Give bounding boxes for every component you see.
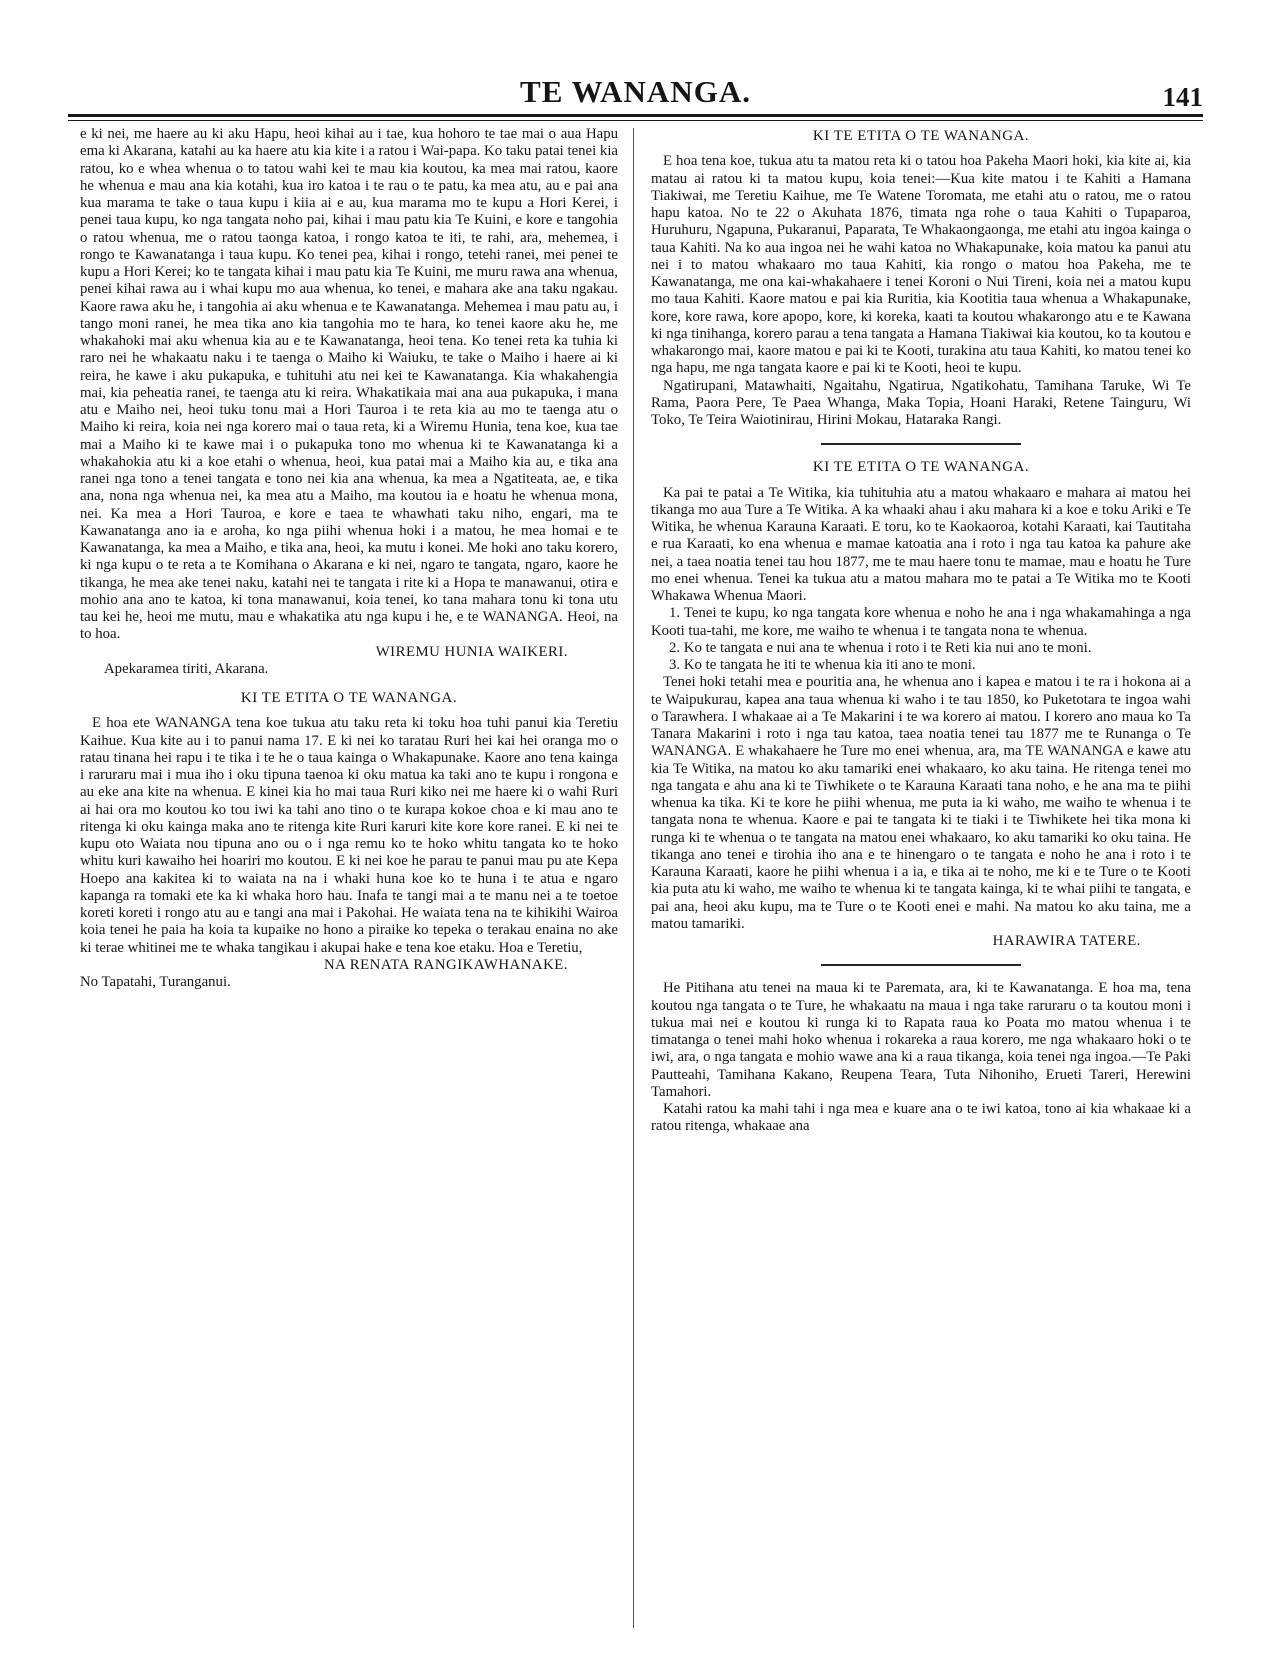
left-column (80, 126, 618, 1666)
letter-body: Tenei hoki tetahi mea e pouritia ana, he whenua ano i kapea e matou i te ra i hokona ai a te Waipukurau, kapea ana taua whenua ki waho i te tau 1850, ko Puketotara te ingoa wahi o Tarawhera. I whakaae ai a Te Makarini i te wa korero ai matou. I korero ano maua ko Ta Tanara Makarini i roto i nga tau katoa, taea noatia tenei tau 1877 me te Runanga o Te WANANGA. E whakahaere he Ture mo enei whenua, ara, ma TE WANANGA e kawe atu kia Te Witika, na matou ko aku tamariki enei whakaaro, ko aku taina. He ritenga tenei mo nga tangata e ahu ana ki te Tiwhikete o te Karauna Karaati tana noho, e he ana ma te piihi whenua ka tika. Ki te kore he piihi whenua, me puta ia ki waho, me waiho te whenua i te tangata nona te whenua. Kaore e pai te tangata ki te tiaki i te Tiwhikete hei tika mona ki runga ki te whenua o te tangata na matou enei whakaaro, ko aku tamariki ko oku taina. He tikanga ano tenei e tirohia iho ana e te hinengaro o te tangata e noho he ana i roto i te Karauna Karaati, kaore he piihi whenua i a ia, e tika ai te noho, me ki e te Ture o te Kooti kia puta atu ki waho, me waiho te whenua ki te tangata kainga, ki te whai piihi te tangata, e pai ana, heoi aku kupu, ma te Ture o te Kooti enei e mahi. Na matou ko aku taina, me a matou tamariki. (651, 674, 1191, 932)
letter-body: E hoa ete WANANGA tena koe tukua atu taku reta ki toku hoa tuhi panui kia Teretiu Kaihue. Kua kite au i to panui nama 17. E ki nei ko taratau Ruri hei kai hei oranga mo o ratau tinana hei rapu i te tika i te he o taua kainga o Whakapunake. Kaore ano tena kainga i raruraru mai i mua iho i oku tipuna taenoa ki oku matua ka taki ano te kupu i rongona e au eke ana kite na whenua. E kinei kia ho mai taua Ruri kiko nei me haere ki o wahi Ruri ai hai ora mo koutou ko tou iwi ka tahi ano tino o te kurapa kokoe choa e ki mau ano te ritenga ki oku kainga maka ano te ritenga kite Ruri karuri kite kore kore ranei. E ki nei te kupu oto Waiata nou tipuna ano ou o i nga remu ko te hoko whitu tangata ko te hoko whitu kuri kawaiho hei hoariri mo koutou. E ki nei koe he parau te panui mau pu ate Kepa Hoepo ana kakitea ki to waiata na na i whaki huna koe ko te huna i te atua e ngaro kapanga ra tomaki ete ka ki whaka horo hau. Inafa te tangi mai a te manu nei a te toetoe koreti koreti i rongo atu au e tangi ana mai i Pakohai. He waiata tena na te kihikihi Wairoa koia tenei he paia ha koia ta kupaike no hono a piraike ko tepeka o terakau enaina no ake ki terae whitinei me te whaka tangikau i akupai hake e tena koe etaku. Hoa e Teretiu, (80, 715, 618, 956)
petition-body: He Pitihana atu tenei na maua ki te Paremata, ara, ki te Kawanatanga. E hoa ma, tena koutou nga tangata o te Ture, he whakaatu na maua i nga take raruraru o ta koutou moni i tukua mai nei e koutou ki runga ki to Rapata raua ko Poata mo matou whenua i te timatanga o tenei mahi hoko whenua i rokareka a raua korero, me nga whakaaro hoki o te iwi, ara, o nga tangata e mohio wawe ana ki a raua tikanga, koia tenei nga ingoa.—Te Paki Pautteahi, Tamihana Kakano, Reupena Teara, Tuta Nihoniho, Erueti Tareri, Herewini Tamahori. (651, 980, 1191, 1100)
section-heading: KI TE ETITA O TE WANANGA. (812, 459, 1030, 476)
letter-body: E hoa tena koe, tukua atu ta matou reta ki o tatou hoa Pakeha Maori hoki, kia kite ai, kia matau ai ratou ki ta matou kupu, koia tenei:—Kua kite matou i te Kahiti a Hamana Tiakiwai, me Teretiu Kaihue, me Te Watene Toromata, me etahi atu o ratou, me o ratou hapu katoa. No te 22 o Akuhata 1876, timata nga rohe o taua Kahiti o Tupaparoa, Huruhuru, Ngapuna, Pukaranui, Paparata, Te Whakaongaonga, me etahi atu ingoa kainga o taua Kahiti. Na ko aua ingoa nei he wahi katoa no Whakapunake, koia matou ka panui atu nei i to matou whakaaro mo taua Kahiti, kia rongo o matou hoa Pakeha, me te Kawanatanga, me ona kai-whakahaere i tenei Koroni o Nui Tireni, koia nei a matou kupu mo taua Kahiti. Kaore matou e pai kia Ruritia, kia Kootitia taua whenua a Whakapunake, kore, kore rawa, kore apopo, kore, ki koreka, kaati ta koutou whakarongo atu e te Kawana ki nga tinihanga, korero parau a tena tangata a Hamana Tiakiwai kia koutou, ko ta koutou e whakarongo mai, kaore matou e pai ki te Kooti, turakina atu taua Kahiti, ko matou tenei ko nga hapu, me nga tangata kaore e pai ki te Kooti, heoi te kupu. (651, 153, 1191, 377)
letter-body: e ki nei, me haere au ki aku Hapu, heoi kihai au i tae, kua hohoro te tae mai o aua Hapu ema ki Akarana, katahi au ka haere atu kia kite i a ratou i Wai-papa. Ko taku patai tenei kia ratou, ko e whea whenua o to tatou wahi kei te mau kia koutou, ka mea mai ratou, kaore he whenua e mau ana kia kotahi, kua iro katoa i te rau o te patu, ka mea atu, au e pai ana kua marama te take o taua kupu i kiia ai e au, kua marama mo te kupu a Hori Kerei, i penei taua kupu, ko nga tangata noho pai, kihai i mau patu kia Te Kuini, e kore e tangohia o ratou whenua, me o ratou taonga katoa, i rongo katoa te iti, te rahi, ara, mehemea, i rongo te Kawanatanga i taua kupu. Ko tenei pea, kihai i rongo, tetehi ranei, mei penei te kupu a Hori Kerei; ko te tangata kihai i mau patu kia Te Kuini, me muru rawa ana whenua, penei kihai rawa au i whai kupu mo aua whenua, ko tenei, e mahara ake ana taku ngakau. Kaore rawa aku he, i tangohia ai aku whenua e te Kawanatanga. Mehemea i mau patu au, i tango moni ranei, he mea tika ano kia tangohia mo te hara, ko tenei kaore aku he, me whakahoki mai aku whenua kia au e te Kawanatanga, heoi tena. Ko tenei reta ka tuhia ki raro nei he whakaatu naku i te taenga o Maiho ki Waiuku, te take o Maiho i haere ai ki reira, he kawe i aku pukapuka, e tuhituhi atu nei kei te Kawanatanga. Kia whakahengia mai, kia peheatia ranei, te taenga atu ki reira. Whakatikaia mai ana aua pukapuka, i mana atu e Maiho nei, heoi tuku tonu mai a Hori Tauroa i te reta kia au mo te taenga atu o Maiho ki reira, koia nei nga korero mai o taua reta, ki a Wiremu Hunia, tena koe, kua tae mai a Maiho ki te kawe mai i o pukapuka tono mo whenua ki te Kawanatanga ki a whakahokia atu ki a koe etahi o whenua, heoi, kua patai mai a Maiho kia au, e tika ana ranei nga tono a tenei tangata e tono nei kia ana whenua, ka mea a Ngatiteata, ae, e tika ana, nona nga whenua nei, ka mea atu a Maiho, ma koutou ia e hoatu he whenua mona, nei. Ka mea a Hori Tauroa, e kore e taea te whawhati taku niho, engari, ma te Kawanatanga ano ia e aroha, ko nga piihi whenua hoki i a matou, he mea homai e te Kawanatanga, ka mea a Maiho, e tika ana, heoi, ka mutu i konei. Me hoki ano taku korero, ki nga kupu o te reta a te Komihana o Akarana e ki nei, ngaro te tangata, ngaro, kaore he tikanga, he mea ake tenei naku, katahi nei te tangata i rite ki a Hopa te manawanui, otira e mohio ana ano te katoa, ki tona manawanui, koia tenei, ko tana mahara tonu ki tona utu tau kei he, heoi me mutu, mau e whakatika atu nga kupu i he, e te WANANGA. Heoi, na to hoa. (80, 126, 618, 643)
masthead (68, 74, 1203, 112)
list-item: 3. Ko te tangata he iti te whenua kia iti ano te moni. (669, 657, 976, 673)
newspaper-title: TE WANANGA. (520, 74, 751, 109)
section-rule (821, 964, 1021, 966)
petition-continuation: Katahi ratou ka mahi tahi i nga mea e kuare ana o te iwi katoa, tono ai kia whakaae ki a ratou ritenga, whakaae ana (651, 1101, 1191, 1135)
section-heading: KI TE ETITA O TE WANANGA. (812, 128, 1030, 144)
letter-signature: NA RENATA RANGIKAWHANAKE. (324, 956, 568, 973)
letter-signature: WIREMU HUNIA WAIKERI. (375, 643, 568, 660)
letter-signature: HARAWIRA TATERE. (992, 933, 1141, 949)
page-number: 141 (1162, 82, 1203, 112)
right-column (651, 128, 1191, 1668)
list-item: 1. Tenei te kupu, ko nga tangata kore whenua e noho he ana i nga whakamahinga a nga Kooti tua-tahi, me kore, me waiho te whenua i te tangata nona te whenua. (651, 605, 1191, 639)
letter-place: Apekaramea tiriti, Akarana. (104, 660, 269, 677)
letter-intro: Ka pai te patai a Te Witika, kia tuhituhia atu a matou whakaaro e mahara ai matou hei tikanga mo aua Ture a Te Witika. A ka whaaki ahau i aku mahara ki a koe e toku Ariki e Te Witika, he whenua Karauna Karaati. E toru, ko te Kaokaoroa, kotahi Karaati, kai Tautitaha e rua Karaati, ko ena whenua e mamae katoatia ana i roto i nga tau katoa ka pahure ake nei, a taea noatia tenei tau hou 1877, me te mau haere tonu te mamae, mau e hoatu he Ture mo enei whenua. Tenei ka tukua atu a matou mahara mo te patai a Te Witika mo te Kooti Whakawa Whenua Maori. (651, 484, 1191, 604)
letter-place: No Tapatahi, Turanganui. (80, 974, 231, 990)
section-heading: KI TE ETITA O TE WANANGA. (240, 690, 458, 706)
column-divider (633, 128, 634, 1628)
header-rule-thin (68, 120, 1203, 121)
numbered-list (651, 605, 1191, 674)
signatory-names: Ngatirupani, Matawhaiti, Ngaitahu, Ngatirua, Ngatikohatu, Tamihana Taruke, Wi Te Rama, Paora Pere, Te Paea Whanga, Maka Topia, Hoani Haraki, Retene Tainguru, Wi Toko, Te Teira Waiotinirau, Hirini Mokau, Hataraka Rangi. (651, 377, 1191, 428)
header-rule (68, 114, 1203, 117)
list-item: 2. Ko te tangata e nui ana te whenua i roto i te Reti kia nui ano te moni. (669, 639, 1092, 656)
section-rule (821, 443, 1021, 445)
